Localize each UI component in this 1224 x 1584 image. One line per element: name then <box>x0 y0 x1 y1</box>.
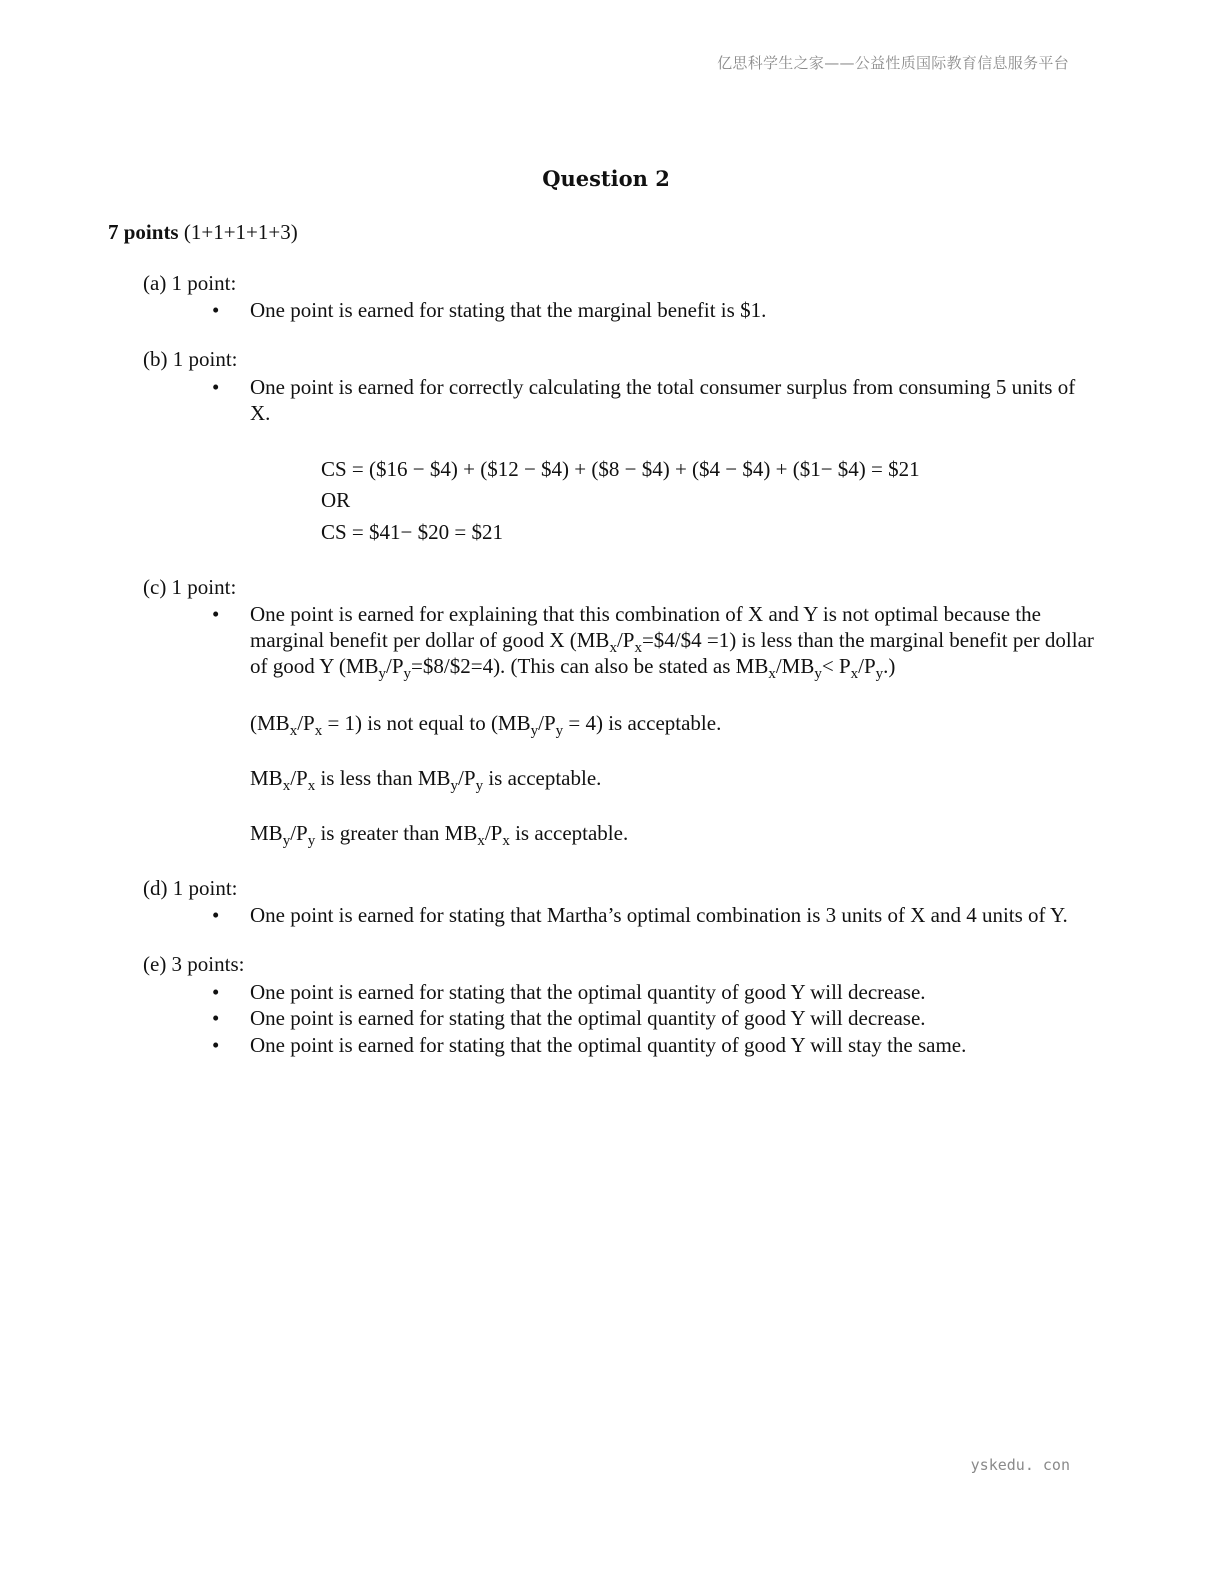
part-e-bullet-text: One point is earned for stating that the optimal quantity of good Y will decrease. <box>250 1006 926 1030</box>
part-d-bullet-text: One point is earned for stating that Martha’s optimal combination is 3 units of X and 4 units of Y. <box>250 903 1068 927</box>
cs-calculation-1: CS = ($16 − $4) + ($12 − $4) + ($8 − $4) + ($4 − $4) + ($1− $4) = $21 <box>321 457 920 481</box>
part-a-label: (a) 1 point: <box>143 271 237 295</box>
part-d-bullet <box>212 902 1172 928</box>
acceptable-answer-3: $MB_y/P_y$ is greater than $MB_x/P_x$ is acceptable. <box>250 821 629 849</box>
part-c-bullet <box>212 601 1112 682</box>
points-summary <box>108 220 298 245</box>
part-d-label: (d) 1 point: <box>143 876 238 900</box>
acceptable-answer-2: $MB_x/P_x$ is less than $MB_y/P_y$ is acceptable. <box>250 766 602 794</box>
part-c-label: (c) 1 point: <box>143 575 237 599</box>
part-a-bullet <box>212 297 1112 323</box>
points-breakdown: (1+1+1+1+3) <box>183 220 298 244</box>
bullet-icon: • <box>212 1033 220 1057</box>
bullet-icon: • <box>212 375 220 399</box>
acceptable-answer-1: $(MB_x/P_x = 1)$ is not equal to $(MB_y/P_y = 4)$ is acceptable. <box>250 711 722 739</box>
part-e-bullet <box>212 1005 1112 1031</box>
part-e-bullet <box>212 1032 1112 1058</box>
header-watermark: 亿思科学生之家——公益性质国际教育信息服务平台 <box>717 54 1069 72</box>
part-b-label: (b) 1 point: <box>143 347 238 371</box>
part-e-label: (e) 3 points: <box>143 952 245 976</box>
part-e-bullet-text: One point is earned for stating that the optimal quantity of good Y will decrease. <box>250 980 926 1004</box>
part-b-bullet-text: One point is earned for correctly calculating the total consumer surplus from consuming 5 units of X. <box>250 375 1076 425</box>
bullet-icon: • <box>212 602 220 626</box>
part-b-bullet <box>212 374 1092 426</box>
cs-calculation-2: CS = $41− $20 = $21 <box>321 520 503 544</box>
or-separator: OR <box>321 488 351 512</box>
part-e-bullet <box>212 979 1112 1005</box>
bullet-icon: • <box>212 1006 220 1030</box>
part-c-bullet-text: One point is earned for explaining that this combination of X and Y is not optimal because the marginal benefit per dollar of good X $(MB_x/P_x=\$4/\$4 =1)$ is less than the marginal benefit per dollar of good Y $(MB_y/P_y=\$8/\$2=4)$. (This can also be stated as $MB_x/MB_y< P_x/P_y$.) <box>250 602 1094 682</box>
page-title: Question 2 <box>542 166 670 191</box>
part-e-bullet-text: One point is earned for stating that the optimal quantity of good Y will stay the same. <box>250 1033 967 1057</box>
footer-domain: yskedu. con <box>970 1456 1070 1474</box>
part-a-bullet-text: One point is earned for stating that the marginal benefit is $1. <box>250 298 767 322</box>
bullet-icon: • <box>212 980 220 1004</box>
bullet-icon: • <box>212 298 220 322</box>
points-total: 7 points <box>108 220 179 244</box>
bullet-icon: • <box>212 903 220 927</box>
